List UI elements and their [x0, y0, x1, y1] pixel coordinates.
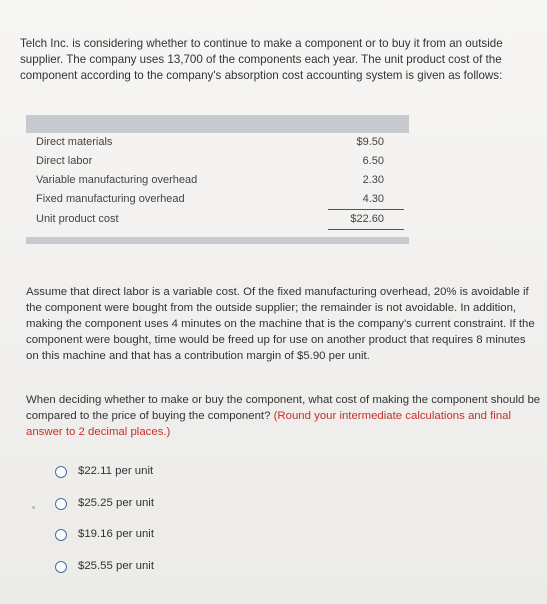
table-footer-band [26, 237, 409, 244]
cost-table [26, 115, 409, 245]
table-row-total [36, 211, 406, 230]
total-rule [328, 229, 404, 230]
prompt-text: When deciding whether to make or buy the component, what cost of making the component should be compared to the price of buying the component? [26, 394, 541, 422]
option-label[interactable]: $19.16 per unit [78, 528, 154, 540]
table-header-band [26, 115, 409, 133]
radio-button[interactable] [55, 466, 67, 478]
option-label[interactable]: $25.55 per unit [78, 560, 154, 572]
assumptions-paragraph: Assume that direct labor is a variable cost. Of the fixed manufacturing overhead, 20% is avoidable if the component were bought from the outside supplier; the remainder is not avoidable. In addition, making the component uses 4 minutes on the machine that is the company's current constraint. If the component were bought, time would be freed up for use on another product that requires 8 minutes on this machine and that has a contribution margin of $5.90 per unit. [26, 286, 535, 362]
row-value: $22.60 [350, 213, 384, 225]
intro-paragraph: Telch Inc. is considering whether to continue to make a component or to buy it from an outside supplier. The company uses 13,700 of the components each year. The unit product cost of the component according to the company's absorption cost accounting system is given as follows: [20, 37, 503, 82]
question-prompt [26, 392, 541, 440]
row-label: Direct materials [36, 136, 113, 148]
radio-button[interactable] [55, 498, 67, 510]
radio-button[interactable] [55, 561, 67, 573]
row-label: Variable manufacturing overhead [36, 174, 198, 186]
subtotal-rule [328, 209, 404, 210]
table-row [36, 153, 406, 172]
row-label: Unit product cost [36, 213, 119, 225]
radio-button[interactable] [55, 529, 67, 541]
row-label: Direct labor [36, 155, 93, 167]
row-value: 2.30 [362, 174, 384, 186]
row-label: Fixed manufacturing overhead [36, 193, 185, 205]
table-row [36, 134, 406, 153]
option-label[interactable]: $22.11 per unit [78, 465, 154, 477]
row-value: 4.30 [362, 193, 384, 205]
rounding-instruction: (Round your intermediate calculations and final answer to 2 decimal places.) [26, 410, 512, 438]
stray-dot [32, 506, 35, 509]
row-value: 6.50 [362, 155, 384, 167]
option-label[interactable]: $25.25 per unit [78, 497, 154, 509]
table-row [36, 191, 406, 210]
table-row [36, 172, 406, 191]
row-value: $9.50 [356, 136, 384, 148]
